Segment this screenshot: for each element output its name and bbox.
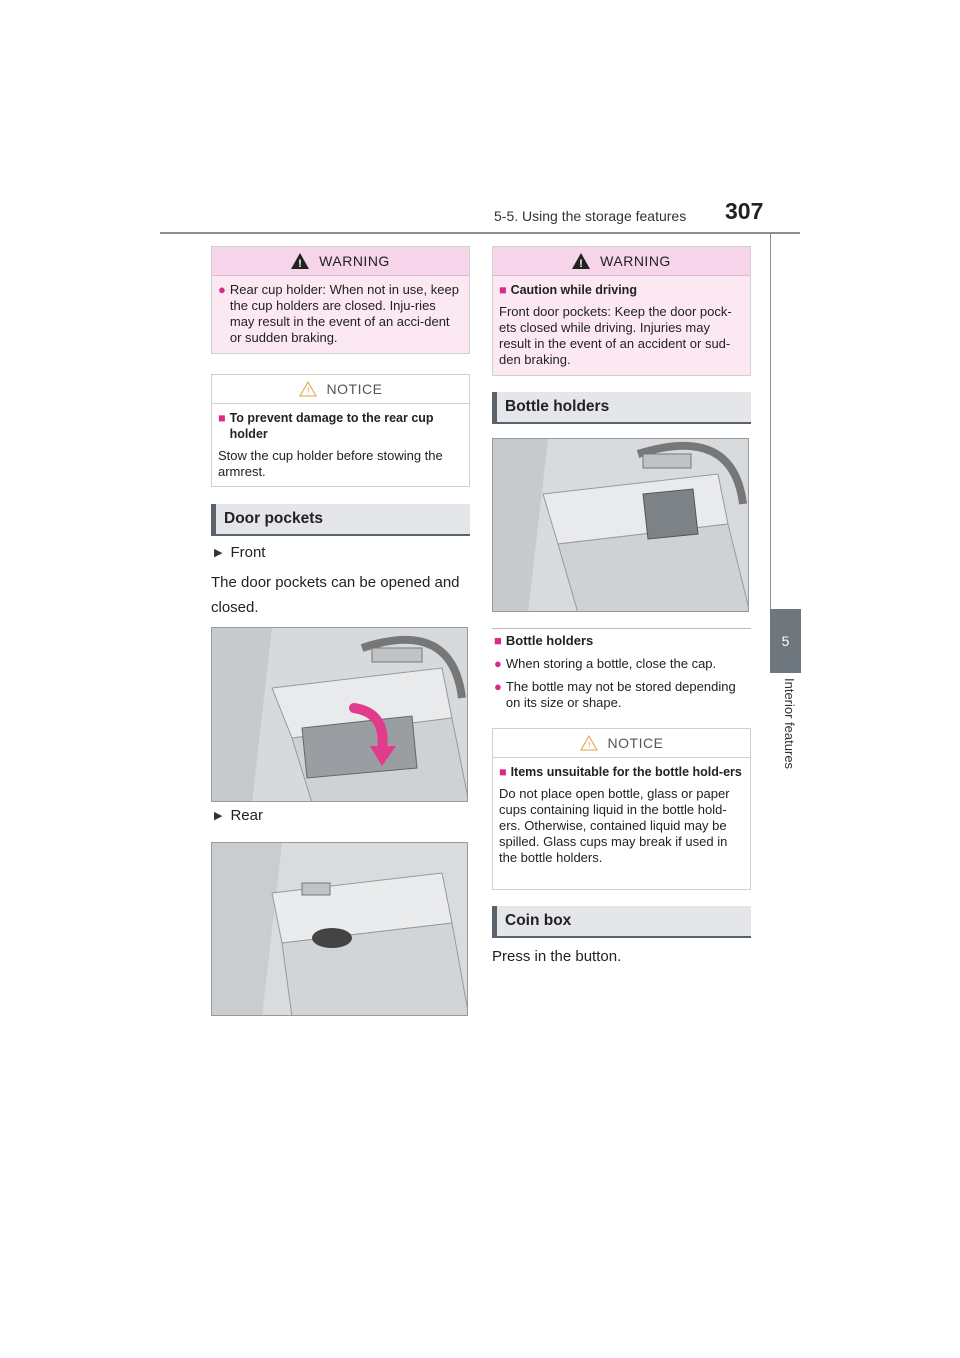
front-label: Front bbox=[230, 544, 266, 561]
notice-title: NOTICE bbox=[326, 381, 383, 397]
warning-box-rear-cup-holder bbox=[211, 246, 470, 354]
warning-title-bar bbox=[212, 247, 469, 276]
square-bullet-icon: ■ bbox=[218, 411, 226, 425]
svg-text:!: ! bbox=[306, 386, 310, 396]
header-rule bbox=[160, 232, 800, 234]
page-number: 307 bbox=[725, 198, 764, 224]
square-bullet-icon: ■ bbox=[499, 765, 507, 779]
section-heading-bottle-holders: Bottle holders bbox=[492, 392, 751, 424]
notice-heading: Items unsuitable for the bottle hold-ers bbox=[510, 765, 742, 779]
square-bullet-icon: ■ bbox=[499, 283, 507, 297]
rear-cup-holder-drawing bbox=[212, 843, 468, 1016]
front-door-pocket-illustration bbox=[211, 627, 468, 802]
notice-triangle-icon bbox=[299, 381, 317, 397]
bottle-bullet-1 bbox=[494, 656, 751, 672]
notice-box-rear-cup-holder bbox=[211, 374, 470, 487]
warning-text: Rear cup holder: When not in use, keep the cup holders are closed. Inju-ries may result in the event of an acci-dent or sudden braking. bbox=[229, 282, 459, 345]
rear-label-row bbox=[214, 807, 263, 824]
rear-cup-holder-illustration bbox=[211, 842, 468, 1016]
notice-text: Stow the cup holder before stowing the armrest. bbox=[218, 448, 443, 479]
front-door-pocket-drawing bbox=[212, 628, 468, 802]
svg-text:!: ! bbox=[587, 740, 591, 750]
arrow-icon: ▶ bbox=[214, 810, 223, 822]
bottle-bullet-2 bbox=[494, 679, 751, 711]
warning-text: Front door pockets: Keep the door pock-ets closed while driving. Injuries may result in the event of an accident or sud-den braking. bbox=[499, 304, 732, 367]
notice-box-bottle-holders bbox=[492, 728, 751, 890]
chapter-number-tab: 5 bbox=[770, 609, 801, 673]
divider bbox=[492, 628, 751, 629]
notice-title-bar bbox=[212, 375, 469, 404]
notice-title: NOTICE bbox=[607, 735, 664, 751]
section-title: 5-5. Using the storage features bbox=[494, 208, 687, 224]
warning-triangle-icon bbox=[291, 253, 309, 269]
front-description: The door pockets can be opened and closed. bbox=[211, 574, 460, 616]
front-label-row bbox=[214, 544, 265, 561]
coin-box-text: Press in the button. bbox=[492, 948, 622, 965]
bullet-icon: ● bbox=[218, 282, 226, 297]
warning-triangle-icon bbox=[572, 253, 590, 269]
bullet-icon: ● bbox=[494, 679, 502, 694]
bottle-holders-subheading bbox=[494, 633, 593, 648]
bottle-holder-drawing bbox=[493, 439, 749, 612]
bullet-icon: ● bbox=[494, 656, 502, 671]
notice-text: Do not place open bottle, glass or paper cups containing liquid in the bottle hold-ers. Otherwise, contained liquid may be spilled. Glass cups may break if used in the bottle holders. bbox=[499, 786, 730, 865]
bottle-sub-label: Bottle holders bbox=[505, 633, 594, 648]
arrow-icon: ▶ bbox=[214, 547, 223, 559]
notice-triangle-icon bbox=[580, 735, 598, 751]
section-heading-door-pockets: Door pockets bbox=[211, 504, 470, 536]
chapter-label: Interior features bbox=[782, 678, 797, 770]
warning-title: WARNING bbox=[319, 253, 390, 269]
bottle-bullet-text: The bottle may not be stored depending on its size or shape. bbox=[505, 679, 736, 710]
warning-title-bar bbox=[493, 247, 750, 276]
section-heading-coin-box: Coin box bbox=[492, 906, 751, 938]
notice-heading: To prevent damage to the rear cup holder bbox=[229, 411, 434, 441]
warning-box-door-pockets bbox=[492, 246, 751, 376]
bottle-holder-illustration bbox=[492, 438, 749, 612]
warning-title: WARNING bbox=[600, 253, 671, 269]
notice-title-bar bbox=[493, 729, 750, 758]
rear-label: Rear bbox=[230, 807, 263, 824]
chapter-rule bbox=[770, 232, 771, 609]
bottle-bullet-text: When storing a bottle, close the cap. bbox=[505, 656, 717, 671]
warning-heading: Caution while driving bbox=[510, 283, 637, 297]
square-bullet-icon: ■ bbox=[494, 633, 502, 648]
